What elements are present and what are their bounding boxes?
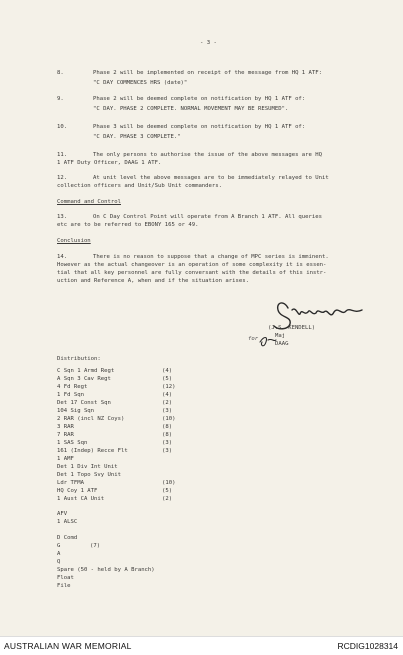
dist-qty: (10) [162,480,176,486]
dist-unit: 3 RAR [57,424,74,430]
para-14-number: 14. [57,254,68,260]
dist-qty: (5) [162,376,173,382]
dist-unit: 1 AMF [57,456,74,462]
dist-unit: 7 RAR [57,432,74,438]
dist-qty: (4) [162,392,173,398]
para-13-number: 13. [57,214,68,220]
dist-unit: D Comd [57,535,78,541]
command-control-heading: Command and Control [57,199,121,205]
para-9-line-1: Phase 2 will be deemed complete on notification by HQ 1 ATF of: [93,96,306,102]
conclusion-heading: Conclusion [57,238,91,244]
dist-unit: G [57,543,61,549]
dist-qty: (2) [162,400,173,406]
dist-unit: 1 Aust CA Unit [57,496,105,502]
dist-unit: Spare (50 - held by A Branch) [57,567,155,573]
para-10-line-1: Phase 3 will be deemed complete on notification by HQ 1 ATF of: [93,124,306,130]
para-8-number: 8. [57,70,64,76]
dist-qty: (3) [162,448,173,454]
dist-qty: (3) [162,408,173,414]
dist-unit: HQ Coy 1 ATF [57,488,98,494]
para-13-line-1: On C Day Control Point will operate from A Branch 1 ATF. All queries [93,214,323,220]
dist-qty: (12) [162,384,176,390]
dist-unit: Det 1 Div Int Unit [57,464,118,470]
dist-afv: AFV [57,511,68,517]
dist-unit: 1 Fd Sqn [57,392,84,398]
dist-unit: Det 1 Topo Svy Unit [57,472,121,478]
para-10-number: 10. [57,124,68,130]
para-11-number: 11. [57,152,68,158]
dist-unit: 4 Fd Regt [57,384,88,390]
para-12-number: 12. [57,175,68,181]
para-14-line-1: There is no reason to suppose that a change of MPC series is imminent. [93,254,329,260]
archive-record-id: RCDIG1028314 [337,641,398,651]
para-9-line-2: "C DAY. PHASE 2 COMPLETE. NORMAL MOVEMENT MAY BE RESUMED". [93,106,289,112]
dist-unit: File [57,583,71,589]
dist-unit: 161 (Indep) Recce Flt [57,448,128,454]
signatory-name: (J.S. KENDELL) [268,325,316,331]
dist-qty: (10) [162,416,176,422]
dist-qty: (4) [162,368,173,374]
page-number: - 3 - [200,40,217,46]
dist-qty: (7) [90,543,101,549]
para-12-line-2: collection officers and Unit/Sub Unit commanders. [57,183,223,189]
para-14-line-3: tial that all key personnel are fully conversant with the details of this instr- [57,270,327,276]
para-11-line-1: The only persons to authorise the issue of the above messages are HQ [93,152,323,158]
dist-unit: Q [57,559,61,565]
para-11-line-2: 1 ATF Duty Officer, DAAG 1 ATF. [57,160,162,166]
para-14-line-4: uction and Reference A, when and if the situation arises. [57,278,249,284]
dist-qty: (2) [162,496,173,502]
dist-unit: 1 SAS Sqn [57,440,88,446]
para-9-number: 9. [57,96,64,102]
distribution-heading: Distribution: [57,356,101,362]
dist-qty: (8) [162,432,173,438]
dist-unit: 2 RAR (incl NZ Coys) [57,416,125,422]
para-12-line-1: At unit level the above messages are to be immediately relayed to Unit [93,175,329,181]
dist-unit: Float [57,575,74,581]
dist-unit: Det 17 Const Sqn [57,400,111,406]
dist-unit: A Sqn 3 Cav Regt [57,376,111,382]
dist-unit: A [57,551,61,557]
archive-footer [0,636,403,655]
signatory-title: DAAG [275,341,289,347]
dist-qty: (5) [162,488,173,494]
para-14-line-2: However as the actual changeover is an operation of some complexity it is essen- [57,262,327,268]
dist-unit: C Sqn 1 Armd Regt [57,368,115,374]
dist-alsc: 1 ALSC [57,519,78,525]
archive-name: AUSTRALIAN WAR MEMORIAL [4,641,132,651]
para-10-line-2: "C DAY. PHASE 3 COMPLETE." [93,134,181,140]
dist-qty: (8) [162,424,173,430]
para-8-line-2: "C DAY COMMENCES HRS (date)" [93,80,188,86]
dist-qty: (3) [162,440,173,446]
para-13-line-2: etc are to be referred to EBONY 165 or 49. [57,222,199,228]
para-8-line-1: Phase 2 will be implemented on receipt of the message from HQ 1 ATF: [93,70,323,76]
signature-for-mark: for [248,336,259,342]
dist-unit: Ldr TFMA [57,480,84,486]
signatory-rank: Maj [275,333,286,339]
dist-unit: 104 Sig Sqn [57,408,95,414]
